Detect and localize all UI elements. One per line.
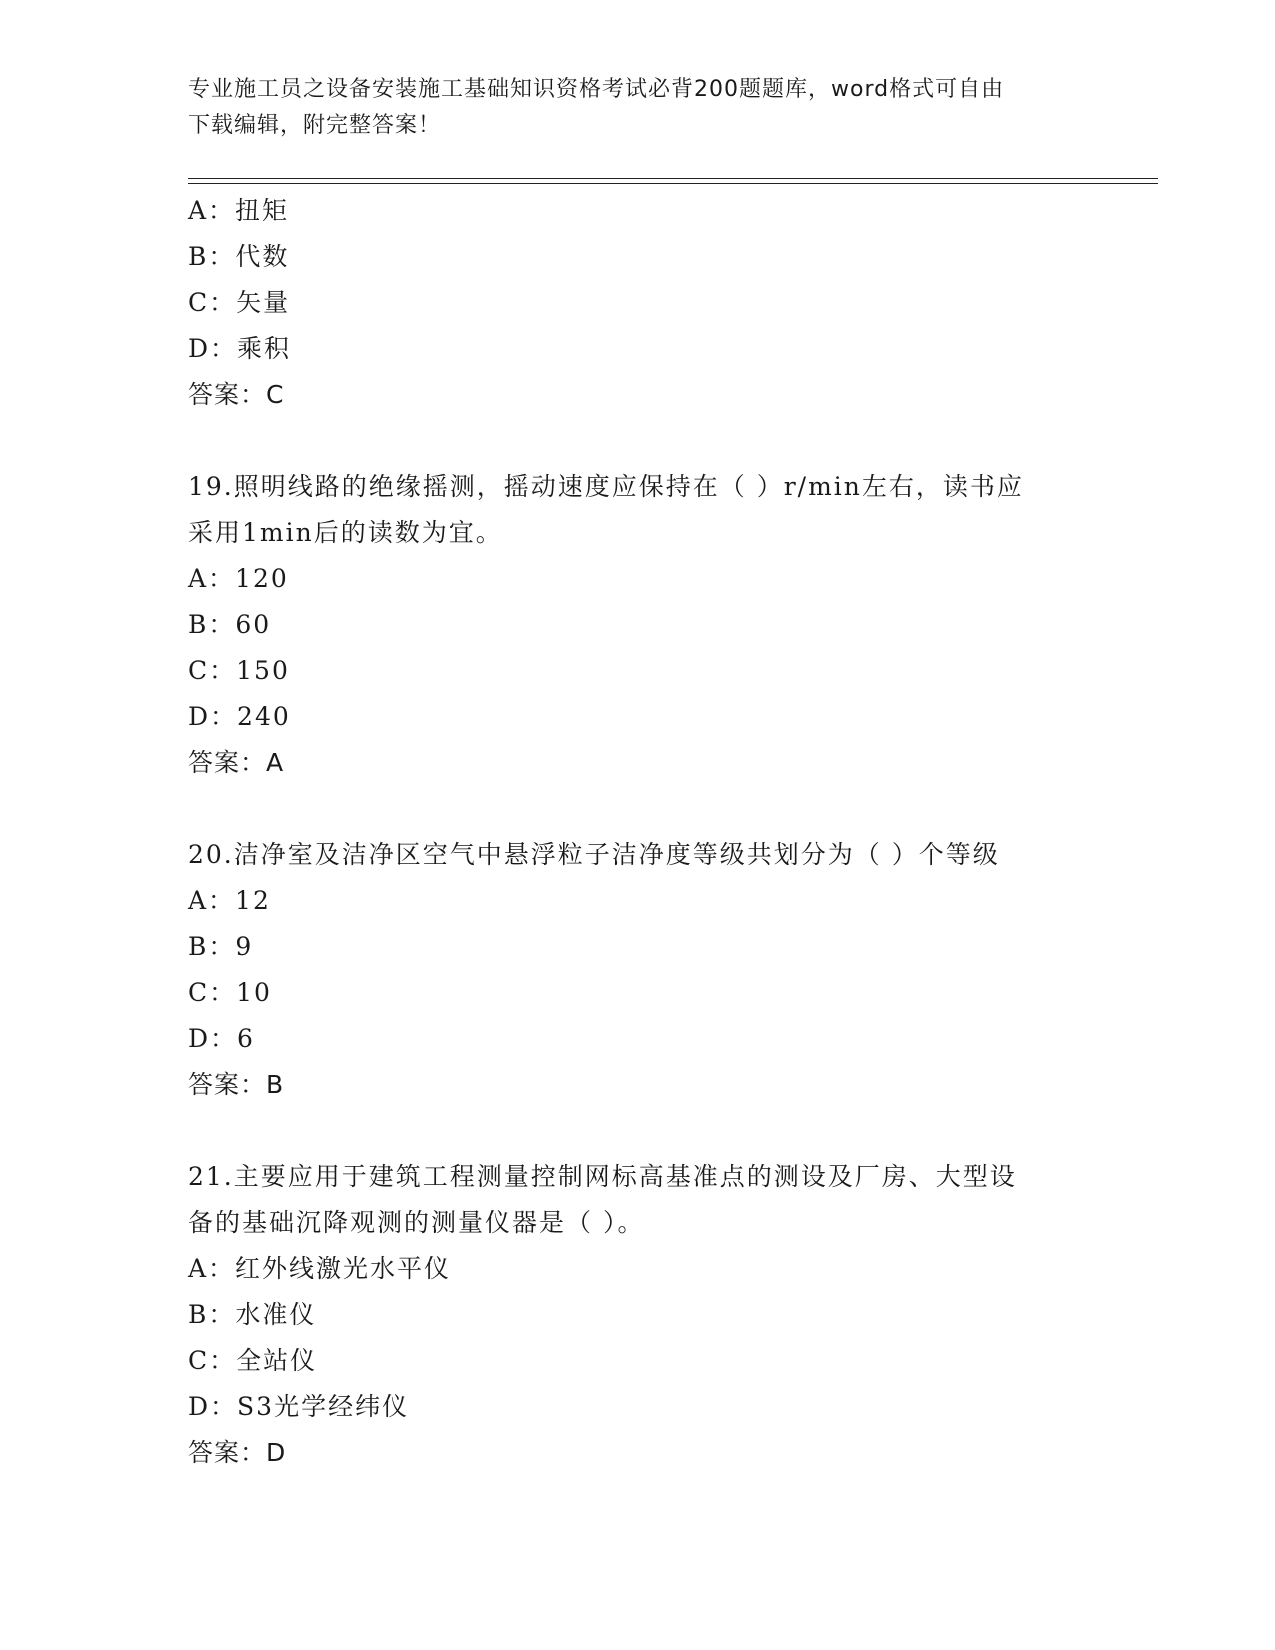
option-c: C：150 — [188, 656, 290, 685]
option-a: A：120 — [188, 564, 289, 593]
document-header — [188, 72, 1078, 144]
question-stem-line-1: 21.主要应用于建筑工程测量控制网标高基准点的测设及厂房、大型设 — [188, 1162, 1017, 1191]
question-stem — [188, 464, 1088, 556]
option-a: A：红外线激光水平仪 — [188, 1254, 452, 1283]
question-stem-line-1: 19.照明线路的绝缘摇测，摇动速度应保持在（ ）r/min左右，读书应 — [188, 472, 1024, 501]
question-block-18 — [188, 188, 1088, 418]
question-stem-line-1: 20.洁净室及洁净区空气中悬浮粒子洁净度等级共划分为（ ）个等级 — [188, 840, 1000, 869]
question-block-20 — [188, 832, 1088, 1108]
option-c: C：矢量 — [188, 288, 291, 317]
answer-line: 答案：A — [188, 748, 285, 777]
option-b: B：9 — [188, 932, 254, 961]
question-stem-line-2: 采用1min后的读数为宜。 — [188, 518, 503, 547]
answer-line: 答案：C — [188, 380, 285, 409]
option-d: D：乘积 — [188, 334, 292, 363]
option-a: A：扭矩 — [188, 196, 290, 225]
option-d: D：6 — [188, 1024, 255, 1053]
header-divider-bottom — [188, 183, 1158, 184]
option-c: C：10 — [188, 978, 272, 1007]
question-block-21 — [188, 1154, 1088, 1476]
answer-line: 答案：B — [188, 1070, 285, 1099]
option-a: A：12 — [188, 886, 271, 915]
option-c: C：全站仪 — [188, 1346, 318, 1375]
question-stem — [188, 832, 1088, 878]
option-b: B：水准仪 — [188, 1300, 317, 1329]
block-spacer — [188, 418, 1088, 464]
question-list — [188, 188, 1088, 1476]
header-title-line-2: 下载编辑，附完整答案！ — [188, 113, 442, 138]
option-d: D：240 — [188, 702, 291, 731]
header-divider-top — [188, 178, 1158, 179]
question-stem — [188, 1154, 1088, 1246]
question-block-19 — [188, 464, 1088, 786]
block-spacer — [188, 786, 1088, 832]
question-stem-line-2: 备的基础沉降观测的测量仪器是（ ）。 — [188, 1208, 645, 1237]
option-d: D：S3光学经纬仪 — [188, 1392, 410, 1421]
answer-line: 答案：D — [188, 1438, 287, 1467]
option-b: B：代数 — [188, 242, 290, 271]
block-spacer — [188, 1108, 1088, 1154]
option-b: B：60 — [188, 610, 272, 639]
header-title-line-1: 专业施工员之设备安装施工基础知识资格考试必背200题题库，word格式可自由 — [188, 77, 1005, 102]
